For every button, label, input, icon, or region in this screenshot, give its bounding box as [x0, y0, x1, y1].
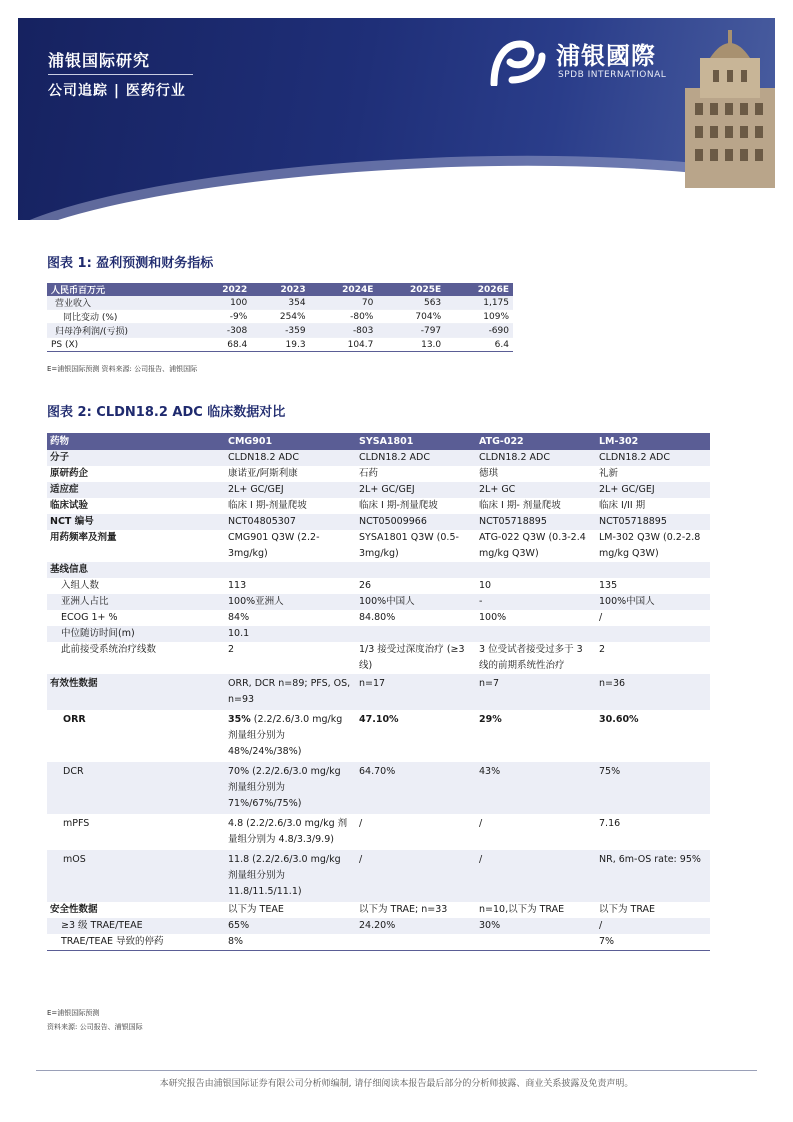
- column-header: LM-302: [596, 433, 710, 450]
- table-cell: 135: [599, 580, 618, 591]
- table-cell: 以下为 TEAE: [228, 904, 284, 915]
- figure2-title: 图表 2: CLDN18.2 ADC 临床数据对比: [47, 405, 286, 420]
- row-label: ≥3 级 TRAE/TEAE: [47, 918, 225, 934]
- table-cell: CLDN18.2 ADC: [476, 450, 596, 466]
- table-cell: 3 位受试者接受过多于 3 线的前期系统性治疗: [479, 644, 583, 671]
- table-cell: 65%: [225, 918, 356, 934]
- table-cell: 104.7: [310, 338, 378, 352]
- table-cell: 84.80%: [359, 612, 396, 623]
- row-label: ORR: [63, 714, 86, 725]
- row-label: 用药频率及剂量: [50, 532, 117, 543]
- table-row: [47, 594, 710, 610]
- table-cell: [356, 626, 476, 642]
- row-label: 此前接受系统治疗线数: [61, 644, 157, 655]
- column-header: 2026E: [445, 283, 513, 296]
- figure1-title: 图表 1: 盈利预测和财务指标: [47, 256, 214, 271]
- table-cell: 7%: [596, 934, 710, 951]
- table-row: [47, 814, 710, 850]
- row-label: 亚洲人占比: [47, 594, 225, 610]
- row-label: 营业收入: [47, 296, 194, 310]
- table-cell: [596, 562, 710, 578]
- table-cell: 26: [359, 580, 372, 591]
- table-row: [47, 562, 710, 578]
- table-row: [47, 626, 710, 642]
- table-cell: 29%: [479, 714, 502, 725]
- table-cell: /: [599, 612, 603, 623]
- row-label: 中位随访时间(m): [47, 626, 225, 642]
- table-cell: /: [476, 850, 596, 902]
- table-cell: -690: [445, 324, 513, 338]
- table-cell: 2L+ GC: [476, 482, 596, 498]
- row-label: ECOG 1+ %: [61, 612, 118, 623]
- table-cell: 109%: [445, 310, 513, 324]
- logo-mark-icon: [488, 38, 546, 86]
- row-label: 分子: [47, 450, 225, 466]
- table-cell: 临床 I 期- 剂量爬坡: [479, 500, 561, 511]
- column-header: 2023: [251, 283, 309, 296]
- row-label: 有效性数据: [47, 674, 225, 710]
- table-cell: 100%亚洲人: [225, 594, 356, 610]
- table-cell: [225, 562, 356, 578]
- table-cell: [476, 934, 596, 951]
- table-cell: CLDN18.2 ADC: [356, 450, 476, 466]
- table-row: [47, 514, 710, 530]
- row-label: mOS: [47, 850, 225, 902]
- row-label: 基线信息: [47, 562, 225, 578]
- header-banner: [18, 18, 775, 220]
- column-header: 药物: [47, 433, 225, 450]
- table-cell: 19.3: [251, 338, 309, 352]
- table-cell: 100%中国人: [356, 594, 476, 610]
- table-cell: 1/3 接受过深度治疗 (≥3 线): [359, 644, 465, 671]
- orr-value: 35%: [228, 714, 251, 725]
- table-cell: 254%: [251, 310, 309, 324]
- table-row: [47, 338, 513, 352]
- table-cell: 德琪: [479, 468, 499, 479]
- table-row: [47, 498, 710, 514]
- table-cell: n=10,以下为 TRAE: [479, 904, 565, 915]
- column-header: ATG-022: [476, 433, 596, 450]
- column-header: 2024E: [310, 283, 378, 296]
- row-label: NCT 编号: [47, 514, 225, 530]
- brand-divider: [48, 74, 193, 75]
- column-header: CMG901: [225, 433, 356, 450]
- figure1-source-note: E=浦银国际预测 资料来源: 公司报告、浦银国际: [47, 365, 198, 373]
- table-cell: 以下为 TRAE: [599, 904, 656, 915]
- report-category: 公司追踪 | 医药行业: [48, 83, 186, 99]
- table-cell: 113: [228, 580, 247, 591]
- table-row: [47, 934, 710, 951]
- table-row: [47, 466, 710, 482]
- table-cell: 2: [599, 644, 606, 655]
- table-cell: [225, 710, 356, 762]
- table-cell: 2L+ GC/GEJ: [596, 482, 710, 498]
- table-header-row: [47, 433, 710, 450]
- table-cell: 11.8 (2.2/2.6/3.0 mg/kg 剂量组分别为 11.8/11.5/11.1): [225, 850, 356, 902]
- table-cell: CLDN18.2 ADC: [225, 450, 356, 466]
- table-row: [47, 482, 710, 498]
- financial-forecast-table: [47, 283, 513, 352]
- table-row: [47, 674, 710, 710]
- table-row: [47, 578, 710, 594]
- building-illustration-icon: [665, 28, 775, 188]
- table-cell: 礼新: [599, 468, 619, 479]
- table-cell: 7.16: [599, 818, 621, 829]
- table-cell: ATG-022 Q3W (0.3-2.4 mg/kg Q3W): [479, 532, 586, 559]
- column-header: SYSA1801: [356, 433, 476, 450]
- table-cell: 100%中国人: [596, 594, 710, 610]
- table-cell: 84%: [228, 612, 250, 623]
- table-cell: 100%: [479, 612, 507, 623]
- row-label: 适应症: [47, 482, 225, 498]
- table-cell: 47.10%: [359, 714, 399, 725]
- table-cell: /: [479, 818, 483, 829]
- table-cell: n=17: [356, 674, 476, 710]
- figure2-forecast-note: E=浦银国际预测: [47, 1009, 100, 1017]
- table-cell: NCT05009966: [356, 514, 476, 530]
- table-cell: 临床 I/II 期: [599, 500, 646, 511]
- row-label: 归母净利润/(亏损): [47, 324, 194, 338]
- table-row: [47, 642, 710, 674]
- table-cell: [356, 934, 476, 951]
- row-label: 入组人数: [61, 580, 100, 591]
- table-cell: [476, 626, 596, 642]
- table-cell: 100: [194, 296, 251, 310]
- table-cell: [356, 562, 476, 578]
- table-cell: NCT04805307: [225, 514, 356, 530]
- table-cell: -803: [310, 324, 378, 338]
- table-cell: 6.4: [445, 338, 513, 352]
- table-cell: 354: [251, 296, 309, 310]
- table-cell: -359: [251, 324, 309, 338]
- table-row: [47, 530, 710, 562]
- table-cell: 临床 I 期-剂量爬坡: [359, 500, 438, 511]
- table-cell: 70: [310, 296, 378, 310]
- table-cell: 10.1: [225, 626, 356, 642]
- table-cell: 2L+ GC/GEJ: [225, 482, 356, 498]
- table-cell: 康诺亚/阿斯利康: [228, 468, 298, 479]
- table-cell: 24.20%: [356, 918, 476, 934]
- row-label: 安全性数据: [50, 904, 98, 915]
- table-cell: 2L+ GC/GEJ: [356, 482, 476, 498]
- table-row: [47, 296, 513, 310]
- table-header-row: [47, 283, 513, 296]
- table-cell: 13.0: [377, 338, 445, 352]
- column-header: 2025E: [377, 283, 445, 296]
- table-cell: /: [359, 818, 363, 829]
- table-cell: -797: [377, 324, 445, 338]
- table-row: [47, 710, 710, 762]
- logo-chinese-name: 浦银國際: [556, 42, 656, 70]
- table-row: [47, 918, 710, 934]
- table-cell: ORR, DCR n=89; PFS, OS, n=93: [225, 674, 356, 710]
- table-cell: 30.60%: [599, 714, 639, 725]
- table-cell: 10: [479, 580, 492, 591]
- table-cell: 43%: [476, 762, 596, 814]
- table-cell: 石药: [359, 468, 379, 479]
- brand-title: 浦银国际研究: [48, 51, 151, 70]
- table-cell: 30%: [476, 918, 596, 934]
- table-row: [47, 762, 710, 814]
- table-cell: -9%: [194, 310, 251, 324]
- table-cell: NCT05718895: [596, 514, 710, 530]
- table-cell: 1,175: [445, 296, 513, 310]
- table-cell: /: [356, 850, 476, 902]
- row-label: PS (X): [47, 338, 194, 352]
- table-cell: NR, 6m-OS rate: 95%: [596, 850, 710, 902]
- clinical-comparison-table: [47, 433, 710, 951]
- table-row: [47, 850, 710, 902]
- table-cell: -308: [194, 324, 251, 338]
- row-label: 临床试验: [50, 500, 89, 511]
- table-cell: 64.70%: [356, 762, 476, 814]
- column-header: 人民币百万元: [47, 283, 194, 296]
- table-cell: [476, 562, 596, 578]
- footer-divider: [36, 1070, 757, 1071]
- row-label: mPFS: [63, 818, 90, 829]
- table-cell: SYSA1801 Q3W (0.5-3mg/kg): [359, 532, 459, 559]
- row-label: DCR: [47, 762, 225, 814]
- table-cell: 68.4: [194, 338, 251, 352]
- table-cell: /: [596, 918, 710, 934]
- table-cell: 4.8 (2.2/2.6/3.0 mg/kg 剂量组分别为 4.8/3.3/9.9): [228, 818, 348, 845]
- table-cell: 70% (2.2/2.6/3.0 mg/kg 剂量组分别为 71%/67%/75%): [225, 762, 356, 814]
- table-cell: -: [476, 594, 596, 610]
- table-row: [47, 610, 710, 626]
- logo-english-name: SPDB INTERNATIONAL: [558, 70, 667, 80]
- table-cell: CMG901 Q3W (2.2-3mg/kg): [228, 532, 320, 559]
- table-cell: n=36: [596, 674, 710, 710]
- figure2-source-note: 资料来源: 公司报告、浦银国际: [47, 1023, 143, 1031]
- footer-disclaimer: 本研究报告由浦银国际证券有限公司分析师编制, 请仔细阅读本报告最后部分的分析师披露、商业关系披露及免责声明。: [159, 1079, 634, 1089]
- table-cell: n=7: [476, 674, 596, 710]
- table-row: [47, 324, 513, 338]
- table-row: [47, 902, 710, 918]
- orr-detail: (2.2/2.6/3.0 mg/kg 剂量组分别为 48%/24%/38%): [228, 714, 343, 757]
- table-cell: 以下为 TRAE; n=33: [359, 904, 448, 915]
- table-cell: [596, 626, 710, 642]
- table-cell: 75%: [596, 762, 710, 814]
- table-cell: LM-302 Q3W (0.2-2.8 mg/kg Q3W): [599, 532, 701, 559]
- table-cell: 2: [228, 644, 235, 655]
- row-label: TRAE/TEAE 导致的停药: [47, 934, 225, 951]
- row-label: 原研药企: [50, 468, 89, 479]
- table-cell: 563: [377, 296, 445, 310]
- table-cell: 8%: [225, 934, 356, 951]
- column-header: 2022: [194, 283, 251, 296]
- table-cell: 704%: [377, 310, 445, 324]
- row-label: 同比变动 (%): [47, 310, 194, 324]
- table-cell: CLDN18.2 ADC: [596, 450, 710, 466]
- table-cell: -80%: [310, 310, 378, 324]
- table-row: [47, 450, 710, 466]
- table-cell: NCT05718895: [476, 514, 596, 530]
- table-cell: 临床 I 期-剂量爬坡: [228, 500, 307, 511]
- table-row: [47, 310, 513, 324]
